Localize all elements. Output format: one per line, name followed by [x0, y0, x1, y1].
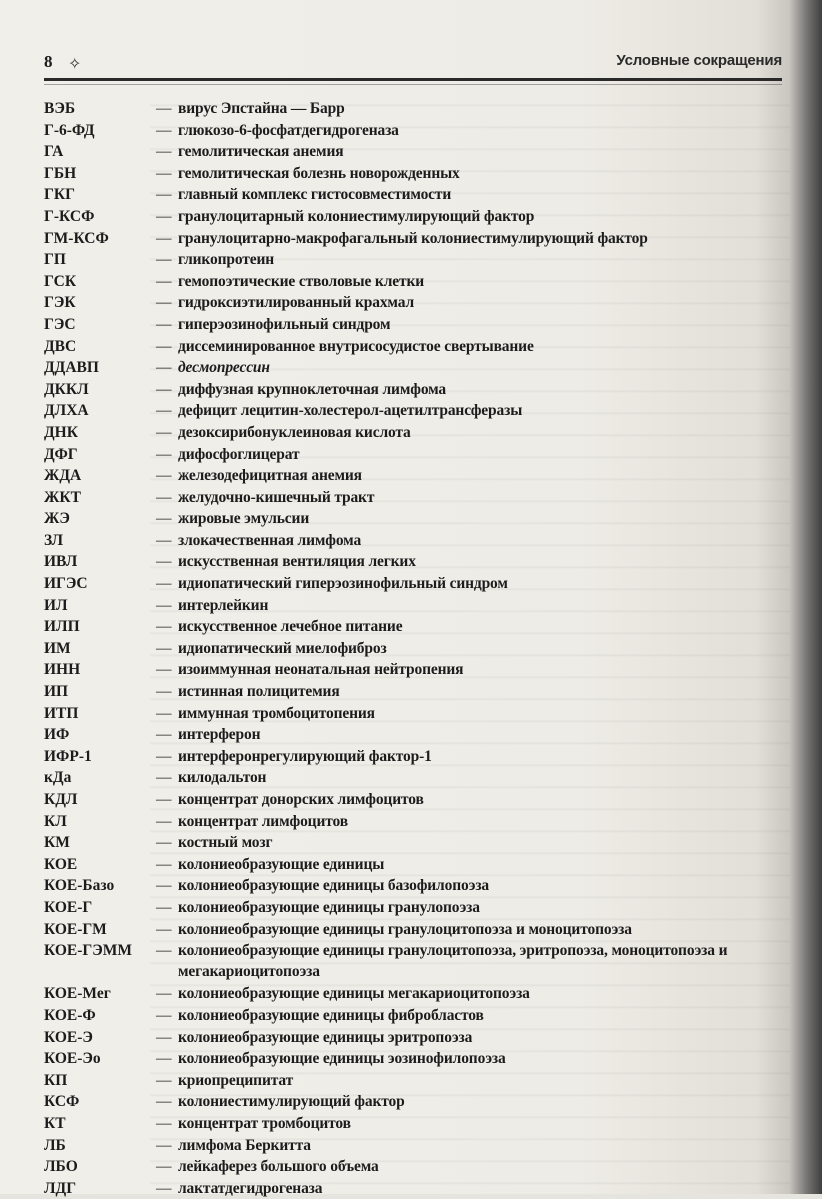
abbreviation-term: ДККЛ — [44, 380, 89, 398]
abbreviation-definition: лимфома Беркитта — [178, 1136, 311, 1154]
abbreviation-definition: дифосфоглицерат — [178, 445, 300, 463]
abbreviation-definition: колониеобразующие единицы гранулоцитопоэза и моноцитопоэза — [178, 920, 632, 938]
em-dash-separator: — — [156, 186, 172, 204]
em-dash-separator: — — [156, 834, 172, 852]
abbreviation-entry — [44, 1178, 784, 1199]
em-dash-separator: — — [156, 704, 172, 722]
abbreviation-term: КОЕ-Мег — [44, 985, 111, 1003]
abbreviation-entry — [44, 1027, 784, 1049]
em-dash-separator: — — [156, 726, 172, 744]
abbreviation-term: ИП — [44, 683, 69, 701]
abbreviation-term: ГКГ — [44, 186, 75, 204]
abbreviation-term: ГМ-КСФ — [44, 229, 109, 247]
abbreviation-term: ДВС — [44, 337, 77, 355]
abbreviation-definition: колониеобразующие единицы фибробластов — [178, 1006, 484, 1024]
header-rule-thin — [44, 84, 782, 85]
em-dash-separator: — — [156, 575, 172, 593]
abbreviation-entry — [44, 573, 784, 595]
abbreviation-term: ЖДА — [44, 467, 82, 485]
abbreviation-term: ИФ — [44, 726, 70, 744]
abbreviation-definition: колониеобразующие единицы мегакариоцитопоэза — [178, 985, 530, 1003]
abbreviation-entry — [44, 357, 784, 379]
abbreviation-definition: колониеобразующие единицы — [178, 855, 385, 873]
abbreviation-term: ГЭС — [44, 315, 76, 333]
abbreviation-definition: концентрат донорских лимфоцитов — [178, 791, 424, 808]
abbreviation-definition: искусственная вентиляция легких — [178, 553, 416, 571]
abbreviation-definition: истинная полицитемия — [178, 683, 340, 701]
em-dash-separator: — — [156, 531, 172, 549]
abbreviation-definition: колониеобразующие единицы базофилопоэза — [178, 877, 489, 895]
abbreviation-definition: гликопротеин — [178, 251, 275, 269]
abbreviation-term: КСФ — [44, 1093, 80, 1111]
abbreviation-definition: колониеобразующие единицы эозинофилопоэза — [178, 1050, 506, 1068]
abbreviation-term: КОЕ-Г — [44, 898, 93, 916]
abbreviation-term: Г-КСФ — [44, 207, 95, 225]
em-dash-separator: — — [156, 251, 172, 269]
running-title: Условные сокращения — [616, 52, 782, 69]
abbreviation-definition: вирус Эпстайна — Барр — [178, 100, 345, 117]
em-dash-separator: — — [156, 1136, 172, 1154]
abbreviation-term: ИЛ — [44, 596, 68, 614]
abbreviation-definition: искусственное лечебное питание — [178, 618, 403, 636]
em-dash-separator: — — [156, 359, 172, 377]
em-dash-separator: — — [156, 747, 172, 765]
abbreviation-entry — [44, 465, 784, 487]
abbreviation-term: ВЭБ — [44, 100, 76, 117]
em-dash-separator: — — [156, 1071, 172, 1089]
abbreviation-definition: колониеобразующие единицы гранулопоэза — [178, 898, 480, 916]
abbreviation-entry — [44, 724, 784, 746]
diamond-ornament-icon: ✧ — [68, 54, 82, 73]
abbreviation-entry — [44, 508, 784, 530]
em-dash-separator: — — [156, 920, 172, 938]
abbreviation-entry — [44, 983, 784, 1005]
abbreviation-definition: дезоксирибонуклеиновая кислота — [178, 423, 411, 441]
abbreviation-entry — [44, 875, 784, 897]
em-dash-separator: — — [156, 553, 172, 571]
em-dash-separator: — — [156, 100, 172, 117]
em-dash-separator: — — [156, 661, 172, 679]
abbreviation-entry — [44, 616, 784, 638]
abbreviation-entry — [44, 1156, 784, 1178]
abbreviation-definition: гемолитическая анемия — [178, 143, 344, 161]
abbreviation-definition: гемолитическая болезнь новорожденных — [178, 164, 460, 182]
abbreviation-entry — [44, 487, 784, 509]
abbreviation-entry — [44, 314, 784, 336]
em-dash-separator: — — [156, 445, 172, 463]
abbreviation-definition: интерферон — [178, 726, 261, 744]
abbreviation-term: КОЕ-Ф — [44, 1006, 96, 1024]
em-dash-separator: — — [156, 1006, 172, 1024]
abbreviation-definition: килодальтон — [178, 769, 267, 787]
em-dash-separator: — — [156, 812, 172, 830]
abbreviation-entry — [44, 292, 784, 314]
abbreviation-term: ИФР-1 — [44, 747, 92, 765]
abbreviation-term: КОЕ-Базо — [44, 877, 115, 895]
abbreviation-definition: жировые эмульсии — [178, 510, 310, 528]
em-dash-separator: — — [156, 467, 172, 485]
abbreviation-entry — [44, 897, 784, 919]
header-rule — [44, 78, 782, 81]
abbreviation-definition: изоиммунная неонатальная нейтропения — [178, 661, 464, 679]
abbreviation-entry — [44, 400, 784, 422]
page-number: 8 — [44, 52, 53, 71]
abbreviation-entry — [44, 1005, 784, 1027]
abbreviation-entry — [44, 789, 784, 811]
em-dash-separator: — — [156, 164, 172, 182]
abbreviation-entry — [44, 271, 784, 293]
em-dash-separator: — — [156, 942, 172, 960]
abbreviation-term: ИВЛ — [44, 553, 78, 571]
em-dash-separator: — — [156, 272, 172, 290]
abbreviation-term: ЛДГ — [44, 1179, 77, 1197]
em-dash-separator: — — [156, 1050, 172, 1068]
abbreviation-term: ГЭК — [44, 294, 76, 312]
abbreviation-definition: идиопатический миелофиброз — [178, 639, 387, 657]
abbreviation-definition: иммунная тромбоцитопения — [178, 704, 375, 722]
em-dash-separator: — — [156, 1028, 172, 1046]
abbreviation-definition: колониеобразующие единицы гранулоцитопоэза, эритропоэза, моноцитопоэза и мегакариоцитопоэза — [178, 942, 728, 981]
abbreviation-term: ГБН — [44, 164, 77, 182]
abbreviation-entry — [44, 811, 784, 833]
abbreviation-entry — [44, 832, 784, 854]
abbreviation-definition: глюкозо-6-фосфатдегидрогеназа — [178, 121, 399, 139]
abbreviation-term: КМ — [44, 834, 70, 852]
abbreviation-entry — [44, 422, 784, 444]
abbreviation-definition: десмопрессин — [178, 359, 270, 377]
abbreviation-entry — [44, 336, 784, 358]
abbreviation-entry — [44, 551, 784, 573]
abbreviation-definition: интерлейкин — [178, 596, 269, 614]
em-dash-separator: — — [156, 207, 172, 225]
abbreviation-definition: криопреципитат — [178, 1071, 294, 1089]
abbreviation-entry — [44, 444, 784, 466]
abbreviation-entry — [44, 681, 784, 703]
abbreviation-term: КОЕ-Эо — [44, 1050, 101, 1068]
abbreviation-entry — [44, 638, 784, 660]
abbreviation-term: ЖКТ — [44, 488, 81, 506]
abbreviation-definition: диффузная крупноклеточная лимфома — [178, 380, 447, 398]
em-dash-separator: — — [156, 1179, 172, 1197]
abbreviation-entry — [44, 249, 784, 271]
abbreviation-entry — [44, 703, 784, 725]
em-dash-separator: — — [156, 510, 172, 528]
em-dash-separator: — — [156, 791, 172, 808]
em-dash-separator: — — [156, 639, 172, 657]
page-header — [44, 52, 782, 76]
abbreviation-term: КП — [44, 1071, 68, 1089]
em-dash-separator: — — [156, 337, 172, 355]
abbreviation-term: ДФГ — [44, 445, 78, 463]
abbreviation-definition: гиперэозинофильный синдром — [178, 315, 391, 333]
abbreviation-term: Г-6-ФД — [44, 121, 95, 139]
em-dash-separator: — — [156, 143, 172, 161]
em-dash-separator: — — [156, 855, 172, 873]
abbreviation-definition: колониестимулирующий фактор — [178, 1093, 405, 1111]
abbreviation-definition: злокачественная лимфома — [178, 531, 362, 549]
abbreviation-entry — [44, 1113, 784, 1135]
abbreviation-term: КОЕ-Э — [44, 1028, 93, 1046]
abbreviation-term: ЛБ — [44, 1136, 66, 1154]
abbreviation-entry — [44, 141, 784, 163]
abbreviation-term: ДДАВП — [44, 359, 99, 377]
abbreviation-definition: идиопатический гиперэозинофильный синдром — [178, 575, 508, 593]
em-dash-separator: — — [156, 985, 172, 1003]
abbreviation-term: ГСК — [44, 272, 77, 290]
abbreviation-entry — [44, 120, 784, 142]
em-dash-separator: — — [156, 229, 172, 247]
abbreviation-term: ГП — [44, 251, 66, 269]
em-dash-separator: — — [156, 423, 172, 441]
abbreviation-entry — [44, 1048, 784, 1070]
em-dash-separator: — — [156, 877, 172, 895]
abbreviation-entry — [44, 530, 784, 552]
em-dash-separator: — — [156, 121, 172, 139]
abbreviation-definition: гранулоцитарный колониестимулирующий фактор — [178, 207, 535, 225]
abbreviation-entry — [44, 1091, 784, 1113]
em-dash-separator: — — [156, 618, 172, 636]
abbreviation-term: КОЕ-ГМ — [44, 920, 107, 938]
abbreviation-term: ГА — [44, 143, 64, 161]
abbreviation-entry — [44, 163, 784, 185]
abbreviation-entry — [44, 659, 784, 681]
abbreviation-entry — [44, 940, 784, 983]
em-dash-separator: — — [156, 1114, 172, 1132]
abbreviation-entry — [44, 746, 784, 768]
abbreviation-entry — [44, 184, 784, 206]
em-dash-separator: — — [156, 769, 172, 787]
abbreviation-term: ИМ — [44, 639, 71, 657]
abbreviation-term: ДНК — [44, 423, 78, 441]
abbreviation-definition: интерферонрегулирующий фактор-1 — [178, 747, 432, 765]
abbreviation-entry — [44, 919, 784, 941]
em-dash-separator: — — [156, 294, 172, 312]
abbreviation-entry — [44, 228, 784, 250]
abbreviation-entry — [44, 98, 784, 120]
em-dash-separator: — — [156, 1158, 172, 1176]
abbreviation-definition: колониеобразующие единицы эритропоэза — [178, 1028, 473, 1046]
abbreviation-entry — [44, 1135, 784, 1157]
abbreviation-definition: лейкаферез большого объема — [178, 1158, 379, 1176]
abbreviation-term: ЛБО — [44, 1158, 78, 1176]
abbreviation-entry — [44, 854, 784, 876]
em-dash-separator: — — [156, 402, 172, 420]
abbreviation-definition: концентрат лимфоцитов — [178, 812, 348, 830]
abbreviation-term: ИНН — [44, 661, 81, 679]
em-dash-separator: — — [156, 315, 172, 333]
abbreviation-entry — [44, 379, 784, 401]
abbreviation-definition: гранулоцитарно-макрофагальный колониестимулирующий фактор — [178, 229, 648, 247]
abbreviation-entry — [44, 767, 784, 789]
abbreviation-definition: лактатдегидрогеназа — [178, 1179, 323, 1197]
abbreviation-term: ИЛП — [44, 618, 80, 636]
abbreviation-list — [44, 98, 784, 1199]
abbreviation-definition: желудочно-кишечный тракт — [178, 488, 375, 506]
abbreviation-definition: диссеминированное внутрисосудистое свертывание — [178, 337, 534, 355]
abbreviation-definition: концентрат тромбоцитов — [178, 1114, 351, 1132]
abbreviation-term: ЗЛ — [44, 531, 64, 549]
abbreviation-term: КОЕ — [44, 855, 78, 873]
abbreviation-definition: главный комплекс гистосовместимости — [178, 186, 452, 204]
abbreviation-term: КДЛ — [44, 791, 78, 808]
em-dash-separator: — — [156, 488, 172, 506]
em-dash-separator: — — [156, 596, 172, 614]
abbreviation-term: КЛ — [44, 812, 67, 830]
abbreviation-term: ЖЭ — [44, 510, 70, 528]
abbreviation-term: ИГЭС — [44, 575, 88, 593]
abbreviation-definition: костный мозг — [178, 834, 273, 852]
abbreviation-entry — [44, 206, 784, 228]
abbreviation-entry — [44, 1070, 784, 1092]
abbreviation-definition: гидроксиэтилированный крахмал — [178, 294, 415, 312]
abbreviation-term: ДЛХА — [44, 402, 89, 420]
abbreviation-definition: дефицит лецитин-холестерол-ацетилтрансферазы — [178, 402, 523, 420]
abbreviation-term: КТ — [44, 1114, 66, 1132]
em-dash-separator: — — [156, 683, 172, 701]
abbreviation-definition: железодефицитная анемия — [178, 467, 362, 485]
abbreviation-entry — [44, 595, 784, 617]
abbreviation-term: КОЕ-ГЭММ — [44, 942, 133, 960]
abbreviation-term: ИТП — [44, 704, 79, 722]
em-dash-separator: — — [156, 1093, 172, 1111]
em-dash-separator: — — [156, 380, 172, 398]
em-dash-separator: — — [156, 898, 172, 916]
abbreviation-term: кДа — [44, 769, 72, 787]
abbreviation-definition: гемопоэтические стволовые клетки — [178, 272, 425, 290]
